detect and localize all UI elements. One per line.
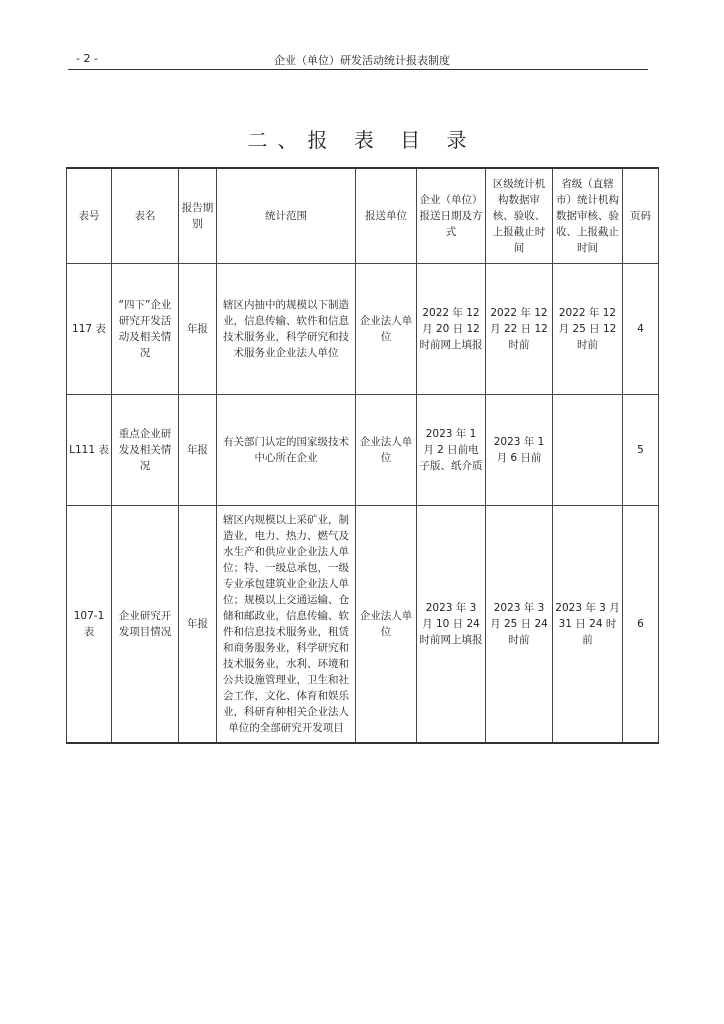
section-title: 二、报 表 目 录 bbox=[247, 128, 477, 152]
cell-code: 107-1 表 bbox=[67, 506, 112, 744]
col-header-period: 报告期别 bbox=[179, 168, 217, 264]
cell-province-deadline: 2022 年 12 月 25 日 12 时前 bbox=[553, 264, 623, 395]
cell-name: 重点企业研发及相关情况 bbox=[112, 395, 179, 506]
cell-province-deadline bbox=[553, 395, 623, 506]
col-header-submit: 企业（单位）报送日期及方式 bbox=[417, 168, 486, 264]
table-header-row bbox=[67, 168, 659, 264]
cell-page: 6 bbox=[623, 506, 659, 744]
cell-name: “四下”企业研究开发活动及相关情况 bbox=[112, 264, 179, 395]
cell-page: 4 bbox=[623, 264, 659, 395]
col-header-code: 表号 bbox=[67, 168, 112, 264]
col-header-scope: 统计范围 bbox=[217, 168, 356, 264]
cell-scope: 有关部门认定的国家级技术中心所在企业 bbox=[217, 395, 356, 506]
cell-submit: 2023 年 3 月 10 日 24 时前网上填报 bbox=[417, 506, 486, 744]
cell-reporter: 企业法人单位 bbox=[356, 395, 417, 506]
cell-scope: 辖区内规模以上采矿业，制造业，电力、热力、燃气及水生产和供应业企业法人单位；特、一级总承包，一级专业承包建筑业企业法人单位；规模以上交通运输、仓储和邮政业，信息传输、软件和信息技术服务业，租赁和商务服务业，科学研究和技术服务业，水利、环境和公共设施管理业，卫生和社会工作，文化、体育和娱乐业，科研育种相关企业法人单位的全部研究开发项目 bbox=[217, 506, 356, 744]
cell-province-deadline: 2023 年 3 月 31 日 24 时前 bbox=[553, 506, 623, 744]
cell-reporter: 企业法人单位 bbox=[356, 506, 417, 744]
cell-name: 企业研究开发项目情况 bbox=[112, 506, 179, 744]
header-rule bbox=[68, 69, 648, 70]
cell-reporter: 企业法人单位 bbox=[356, 264, 417, 395]
cell-scope: 辖区内抽中的规模以下制造业，信息传输、软件和信息技术服务业，科学研究和技术服务业企业法人单位 bbox=[217, 264, 356, 395]
cell-district-deadline: 2022 年 12 月 22 日 12 时前 bbox=[486, 264, 553, 395]
table-row bbox=[67, 395, 659, 506]
col-header-page: 页码 bbox=[623, 168, 659, 264]
cell-code: 117 表 bbox=[67, 264, 112, 395]
cell-submit: 2022 年 12 月 20 日 12 时前网上填报 bbox=[417, 264, 486, 395]
page-number: - 2 - bbox=[76, 52, 98, 65]
cell-district-deadline: 2023 年 1 月 6 日前 bbox=[486, 395, 553, 506]
col-header-district-deadline: 区级统计机构数据审核、验收、上报截止时间 bbox=[486, 168, 553, 264]
table-row bbox=[67, 264, 659, 395]
report-catalog-table bbox=[66, 167, 659, 744]
cell-page: 5 bbox=[623, 395, 659, 506]
cell-submit: 2023 年 1 月 2 日前电子版、纸介质 bbox=[417, 395, 486, 506]
running-header-title: 企业（单位）研发活动统计报表制度 bbox=[274, 54, 450, 67]
col-header-reporter: 报送单位 bbox=[356, 168, 417, 264]
cell-period: 年报 bbox=[179, 506, 217, 744]
table-row bbox=[67, 506, 659, 744]
col-header-name: 表名 bbox=[112, 168, 179, 264]
cell-period: 年报 bbox=[179, 264, 217, 395]
cell-period: 年报 bbox=[179, 395, 217, 506]
cell-district-deadline: 2023 年 3 月 25 日 24 时前 bbox=[486, 506, 553, 744]
cell-code: L111 表 bbox=[67, 395, 112, 506]
col-header-province-deadline: 省级（直辖市）统计机构数据审核、验收、上报截止时间 bbox=[553, 168, 623, 264]
